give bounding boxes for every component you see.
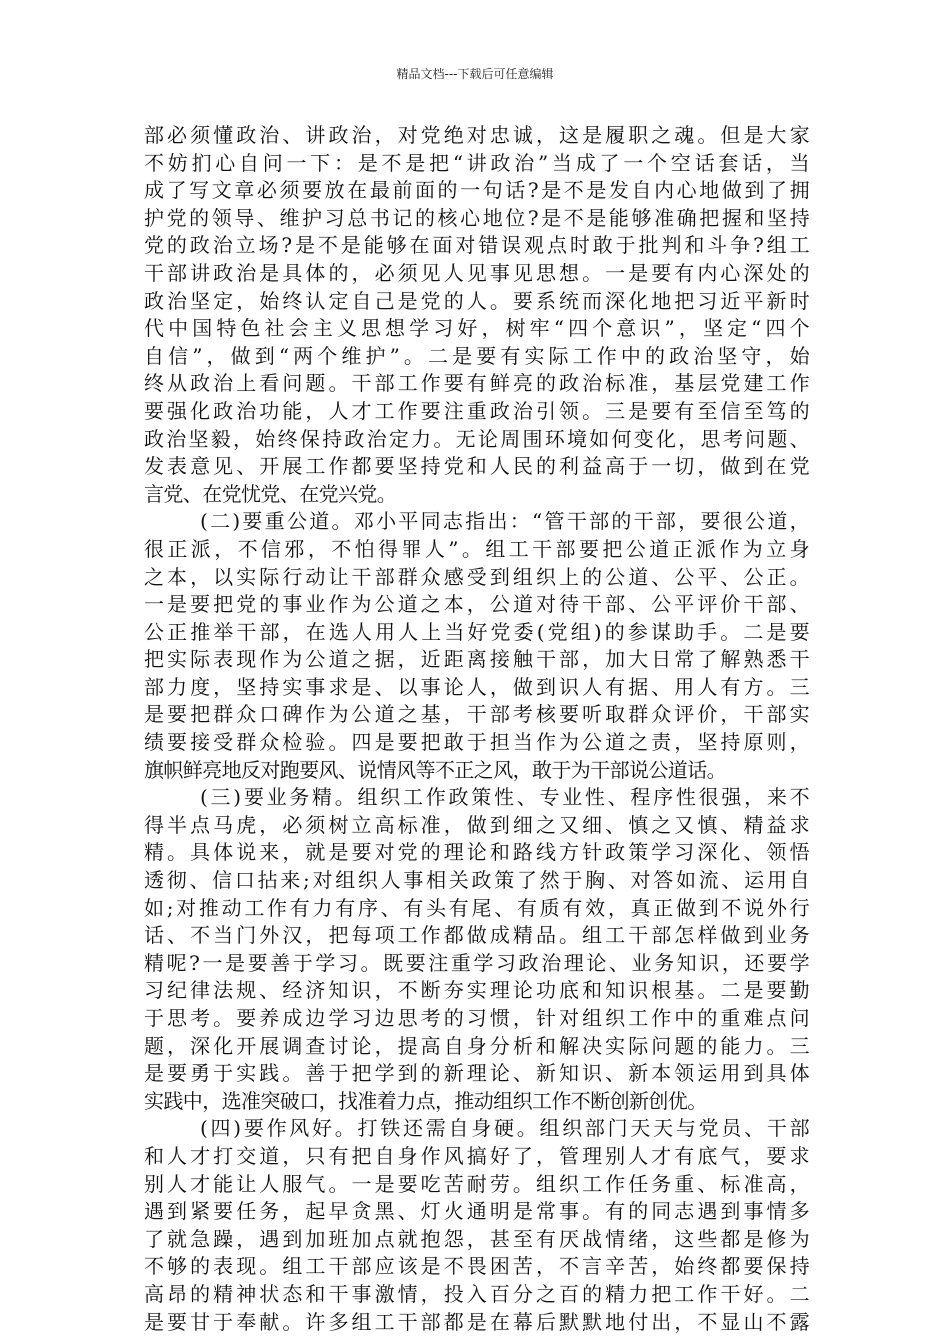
text-line: 是要甘于奉献。许多组工干部都是在幕后默默地付出，不显山不露 — [144, 1309, 809, 1334]
text-line: 很正派，不信邪，不怕得罪人”。组工干部要把公道正派作为立身 — [144, 536, 809, 561]
text-line: 高昂的精神状态和干事激情，投入百分之百的精力把工作干好。二 — [144, 1281, 809, 1306]
text-line: 发表意见、开展工作都要坚持党和人民的利益高于一切，做到在党 — [144, 454, 809, 479]
paragraph-start-line: (二)要重公道。邓小平同志指出：“管干部的干部，要很公道， — [200, 509, 809, 534]
document-body — [144, 122, 809, 1336]
text-line: 一是要把党的事业作为公道之本，公道对待干部、公平评价干部、 — [144, 592, 809, 617]
text-line: 得半点马虎，必须树立高标准，做到细之又细、慎之又慎、精益求 — [144, 812, 809, 837]
paragraph-start-line: (四)要作风好。打铁还需自身硬。组织部门天天与党员、干部 — [200, 1116, 809, 1141]
text-line: 旗帜鲜亮地反对跑要风、说情风等不正之风，敢于为干部说公道话。 — [144, 757, 726, 782]
text-line: 实践中，选准突破口，找准着力点，推动组织工作不断创新创优。 — [144, 1088, 707, 1113]
text-line: 部力度，坚持实事求是、以事论人，做到识人有据、用人有方。三 — [144, 674, 809, 699]
text-line: 题，深化开展调查讨论，提高自身分析和解决实际问题的能力。三 — [144, 1033, 809, 1058]
text-line: 是要把群众口碑作为公道之基，干部考核要听取群众评价，干部实 — [144, 702, 809, 727]
text-line: 透彻、信口拈来;对组织人事相关政策了然于胸、对答如流、运用自 — [144, 868, 809, 893]
text-line: 习纪律法规、经济知识，不断夯实理论功底和知识根基。二是要勤 — [144, 978, 809, 1003]
text-line: 绩要接受群众检验。四是要把敢于担当作为公道之责，坚持原则， — [144, 730, 809, 755]
text-line: 是要勇于实践。善于把学到的新理论、新知识、新本领运用到具体 — [144, 1061, 809, 1086]
text-line: 别人才能让人服气。一是要吃苦耐劳。组织工作任务重、标准高， — [144, 1171, 809, 1196]
text-line: 代中国特色社会主义思想学习好，树牢“四个意识”，坚定“四个 — [144, 316, 809, 341]
text-line: 部必须懂政治、讲政治，对党绝对忠诚，这是履职之魂。但是大家 — [144, 123, 809, 147]
text-line: 精呢?一是要善于学习。既要注重学习政治理论、业务知识，还要学 — [144, 950, 809, 975]
text-line: 于思考。要养成边学习边思考的习惯，针对组织工作中的重难点问 — [144, 1006, 809, 1030]
text-line: 政治坚毅，始终保持政治定力。无论周围环境如何变化，思考问题、 — [144, 426, 809, 451]
text-line: 终从政治上看问题。干部工作要有鲜亮的政治标准，基层党建工作 — [144, 371, 809, 396]
text-line: 不妨扪心自问一下：是不是把“讲政治”当成了一个空话套话，当 — [144, 150, 809, 175]
text-line: 政治坚定，始终认定自己是党的人。要系统而深化地把习近平新时 — [144, 288, 809, 313]
text-line: 如;对推动工作有力有序、有头有尾、有质有效，真正做到不说外行 — [144, 895, 809, 920]
text-line: 党的政治立场?是不是能够在面对错误观点时敢于批判和斗争?组工 — [144, 233, 809, 258]
text-line: 自信”，做到“两个维护”。二是要有实际工作中的政治坚守，始 — [144, 343, 809, 368]
text-line: 和人才打交道，只有把自身作风搞好了，管理别人才有底气，要求 — [144, 1143, 809, 1168]
text-line: 干部讲政治是具体的，必须见人见事见思想。一是要有内心深处的 — [144, 260, 809, 285]
text-line: 言党、在党忧党、在党兴党。 — [144, 481, 397, 506]
text-line: 了就急躁，遇到加班加点就抱怨，甚至有厌战情绪，这些都是修为 — [144, 1226, 809, 1251]
page-header: 精品文档---下载后可任意编辑 — [396, 67, 554, 81]
text-line: 把实际表现作为公道之据，近距离接触干部，加大日常了解熟悉干 — [144, 647, 809, 672]
text-line: 之本，以实际行动让干部群众感受到组织上的公道、公平、公正。 — [144, 564, 809, 589]
text-line: 公正推举干部，在选人用人上当好党委(党组)的参谋助手。二是要 — [144, 619, 809, 644]
text-line: 精。具体说来，就是要对党的理论和路线方针政策学习深化、领悟 — [144, 840, 809, 865]
text-line: 话、不当门外汉，把每项工作都做成精品。组工干部怎样做到业务 — [144, 923, 809, 948]
text-line: 不够的表现。组工干部应该是不畏困苦，不言辛苦，始终都要保持 — [144, 1254, 809, 1279]
text-line: 遇到紧要任务，起早贪黑、灯火通明是常事。有的同志遇到事情多 — [144, 1199, 809, 1224]
text-line: 要强化政治功能，人才工作要注重政治引领。三是要有至信至笃的 — [144, 398, 809, 423]
text-line: 成了写文章必须要放在最前面的一句话?是不是发自内心地做到了拥 — [144, 178, 809, 203]
paragraph-start-line: (三)要业务精。组织工作政策性、专业性、程序性很强，来不 — [200, 785, 809, 810]
text-line: 护党的领导、维护习总书记的核心地位?是不是能够准确把握和坚持 — [144, 205, 809, 230]
